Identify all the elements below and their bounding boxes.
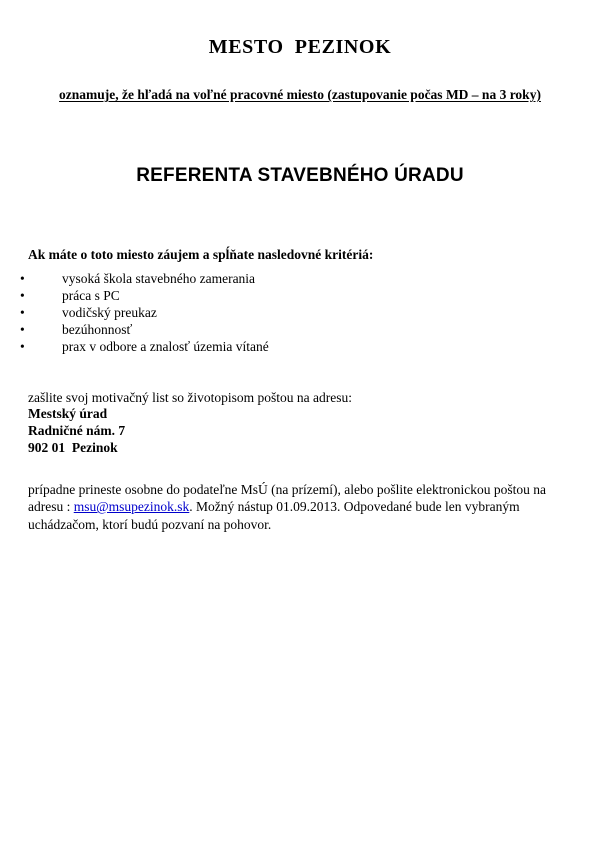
bullet-icon: • <box>20 288 25 303</box>
list-item <box>0 304 600 321</box>
list-item-label: vysoká škola stavebného zamerania <box>62 271 256 286</box>
bullet-icon: • <box>20 339 25 354</box>
address-line-city: 902 01 Pezinok <box>28 440 118 455</box>
closing-text-after-email: . Možný nástup 01.09.2013. Odpovedané bude len vybraným uchádzačom, ktorí budú pozvaní na pohovor. <box>28 499 520 532</box>
criteria-list <box>0 270 600 355</box>
list-item <box>0 287 600 304</box>
bullet-icon: • <box>20 271 25 286</box>
criteria-intro: Ak máte o toto miesto záujem a spĺňate nasledovné kritériá: <box>28 246 374 262</box>
position-heading: REFERENTA STAVEBNÉHO ÚRADU <box>136 164 464 186</box>
bullet-icon: • <box>20 322 25 337</box>
list-item-label: bezúhonnosť <box>62 322 133 337</box>
list-item <box>0 338 600 355</box>
list-item-label: práca s PC <box>62 288 120 303</box>
address-line-street: Radničné nám. 7 <box>28 423 126 438</box>
email-link[interactable]: msu@msupezinok.sk <box>73 499 190 514</box>
closing-paragraph <box>28 481 574 534</box>
document-title: MESTO PEZINOK <box>208 36 392 59</box>
closing-text-before-email: prípadne prineste osobne do podateľne MsÚ (na prízemí), alebo pošlite elektronickou poštou na adresu : <box>28 481 546 514</box>
address-block <box>28 405 125 456</box>
list-item-label: prax v odbore a znalosť územia vítané <box>62 339 269 354</box>
send-instruction: zašlite svoj motivačný list so životopisom poštou na adresu: <box>28 389 352 405</box>
announcement-text: oznamuje, že hľadá na voľné pracovné miesto (zastupovanie počas MD – na 3 roky) <box>59 87 541 102</box>
bullet-icon: • <box>20 305 25 320</box>
list-item <box>0 270 600 287</box>
list-item <box>0 321 600 338</box>
address-line-organisation: Mestský úrad <box>28 406 108 421</box>
list-item-label: vodičský preukaz <box>62 305 157 320</box>
announcement-line <box>0 86 600 104</box>
